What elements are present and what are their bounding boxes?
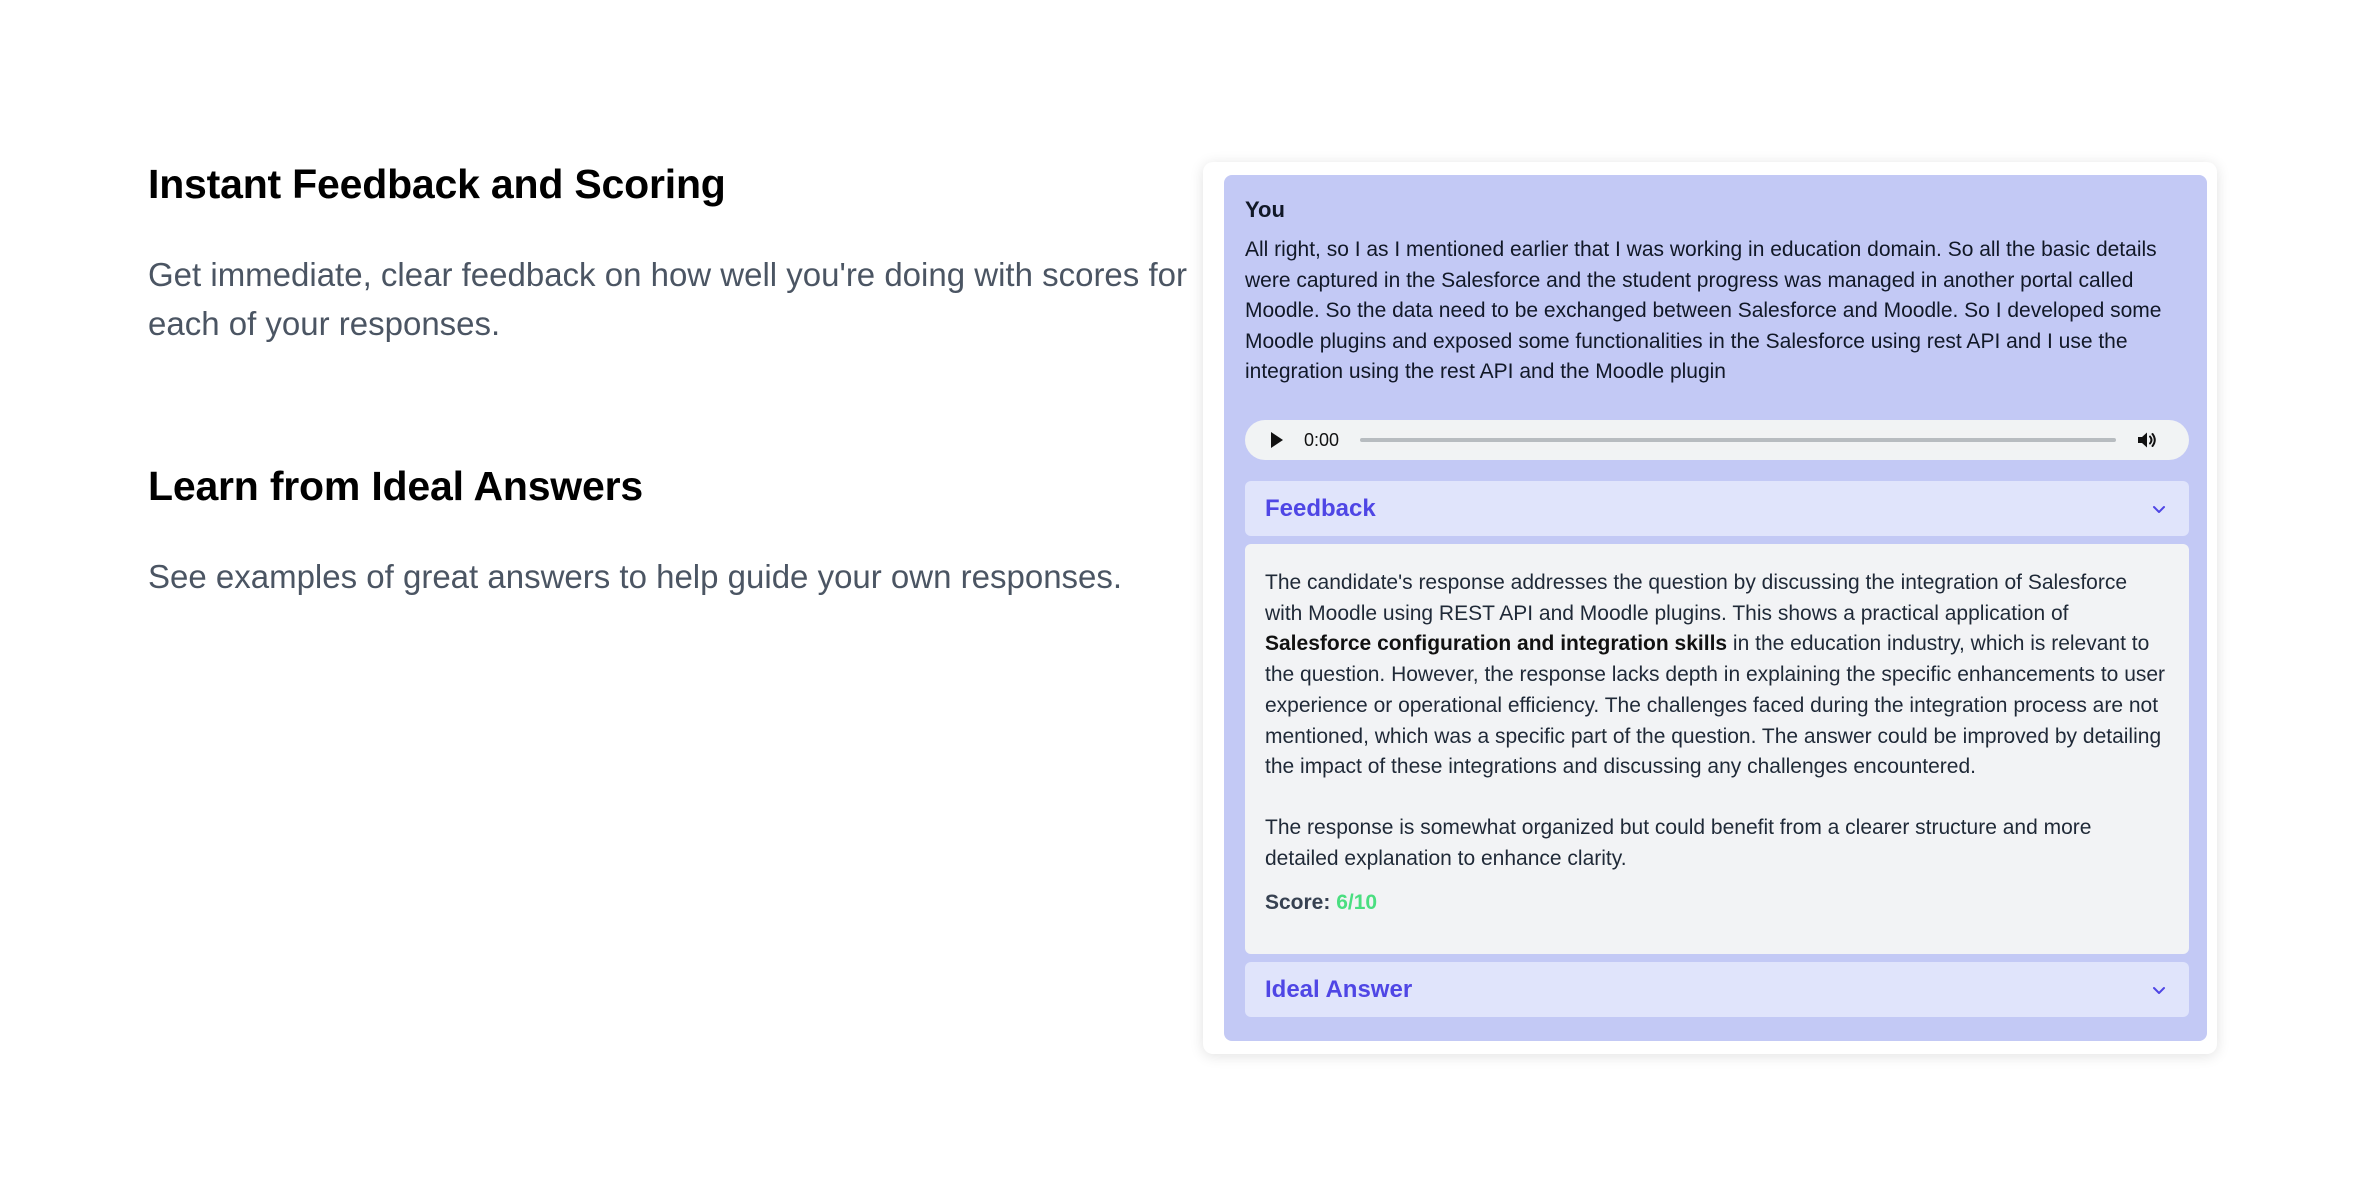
chevron-down-icon [2151,501,2167,517]
feedback-text-end: in the education industry, which is relevant to the question. However, the response lacks depth in explaining the specific enhancements to user experience or operational efficiency. The challenges faced during the integration process are not mentioned, which was a specific part of the question. The answer could be improved by detailing the impact of these integrations and discussing any challenges encountered. [1265,632,2166,779]
audio-progress-track[interactable] [1360,438,2116,442]
feature-title: Instant Feedback and Scoring [148,161,726,207]
feature-description: See examples of great answers to help guide your own responses. [148,558,1123,595]
play-icon[interactable] [1271,432,1283,448]
chevron-down-icon [2151,982,2167,998]
feedback-accordion-header[interactable] [1245,481,2189,536]
score-row [1265,890,1377,916]
ideal-answer-accordion-header[interactable] [1245,962,2189,1017]
ideal-answer-label: Ideal Answer [1265,976,1413,1003]
features-list [148,156,1188,601]
volume-icon[interactable] [2136,430,2158,450]
response-transcript: All right, so I as I mentioned earlier that I was working in education domain. So all the basic details were captured in the Salesforce and the student progress was managed in another portal called Moodle. So the data need to be exchanged between Salesforce and Moodle. So I developed some Moodle plugins and exposed some functionalities in the Salesforce using rest API and I use the integration using the rest API and the Moodle plugin [1245,238,2162,383]
feedback-text [1265,568,2169,783]
feature-instant-feedback [148,156,1188,348]
score-label: Score: [1265,891,1331,914]
feedback-text-bold: Salesforce configuration and integration skills [1265,632,1728,656]
score-value: 6/10 [1336,891,1378,914]
audio-time: 0:00 [1304,430,1340,450]
feedback-label: Feedback [1265,495,1376,522]
feature-ideal-answers [148,458,1188,601]
feature-description: Get immediate, clear feedback on how well you're doing with scores for each of your responses. [148,256,1187,342]
feedback-text-start: The candidate's response addresses the question by discussing the integration of Salesforce with Moodle using REST API and Moodle plugins. This shows a practical application of [1265,571,2128,625]
demo-card-frame [1203,162,2217,1054]
audio-player [1245,420,2189,460]
feedback-text-secondary: The response is somewhat organized but could benefit from a clearer structure and more detailed explanation to enhance clarity. [1265,816,2092,870]
speaker-label: You [1245,197,1285,222]
feature-title: Learn from Ideal Answers [148,463,643,509]
response-card [1224,175,2207,1041]
feedback-panel [1245,544,2189,954]
